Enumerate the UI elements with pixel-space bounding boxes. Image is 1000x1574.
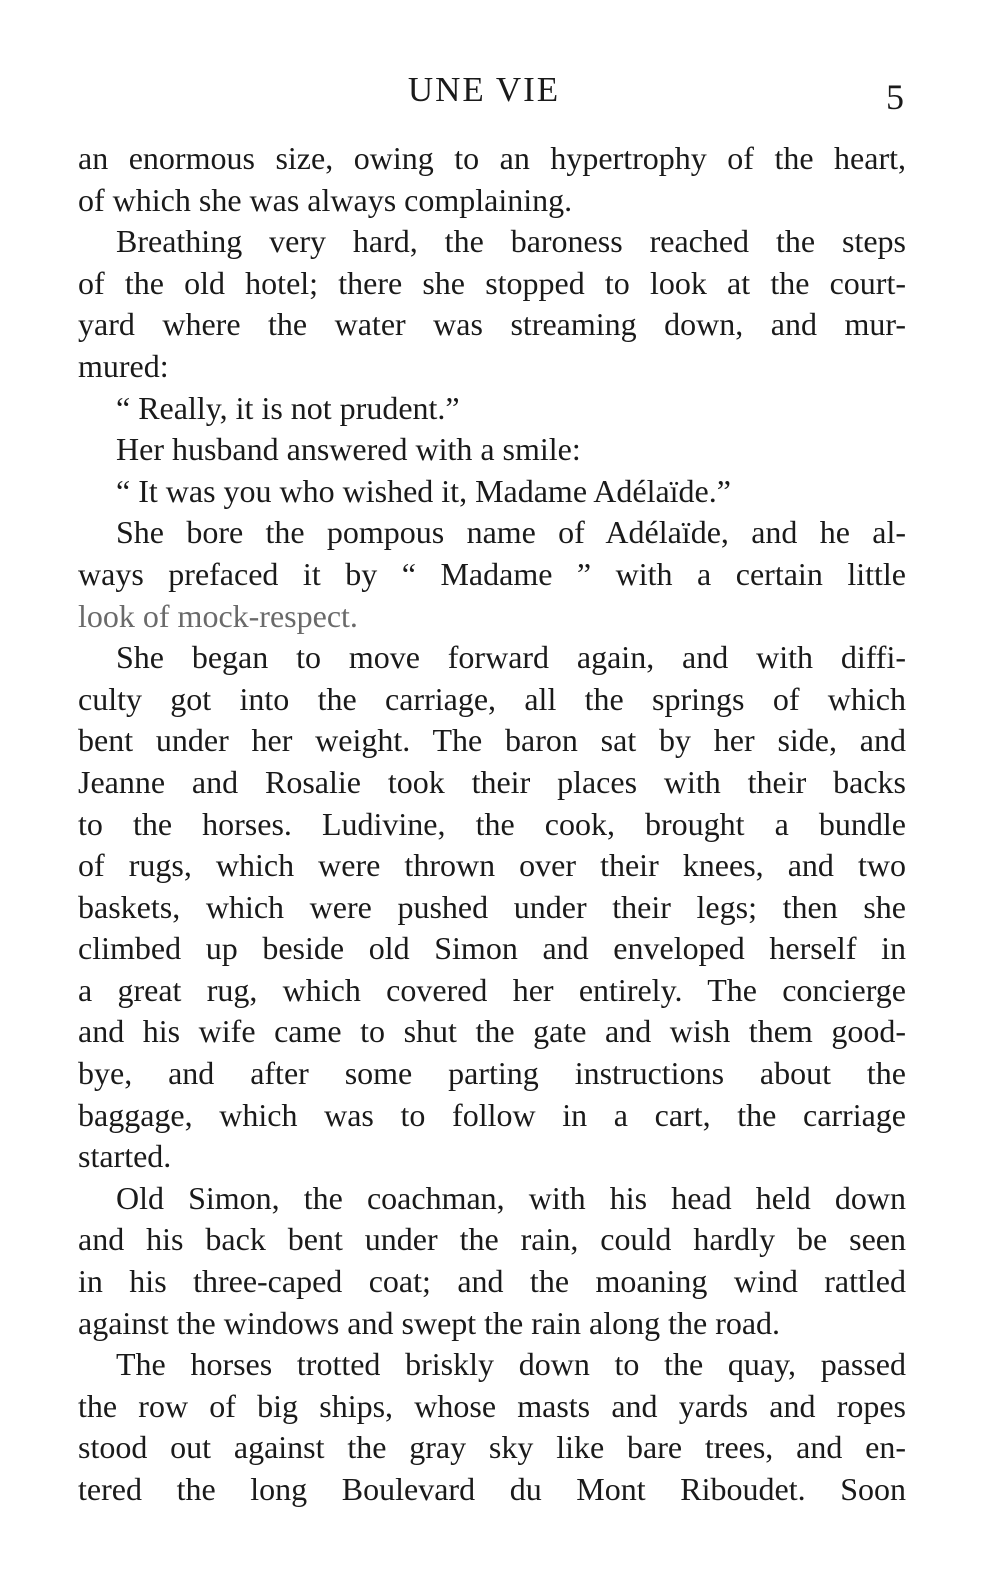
text-line: tered the long Boulevard du Mont Riboudet. Soon: [78, 1471, 906, 1507]
text-line: Jeanne and Rosalie took their places with their backs: [78, 763, 906, 800]
text-line: and his back bent under the rain, could hardly be seen: [78, 1221, 906, 1258]
text-line: of which she was always complaining.: [78, 181, 573, 218]
text-line: baggage, which was to follow in a cart, the carriage: [78, 1096, 906, 1133]
text-line: The horses trotted briskly down to the quay, passed: [116, 1346, 906, 1383]
text-line: started.: [78, 1138, 172, 1175]
text-line: an enormous size, owing to an hypertrophy of the heart,: [78, 140, 906, 176]
text-line: Breathing very hard, the baroness reached the steps: [116, 223, 906, 260]
text-line: yard where the water was streaming down, and mur-: [78, 306, 906, 343]
text-line: and his wife came to shut the gate and wish them good-: [78, 1013, 906, 1050]
text-line: baskets, which were pushed under their legs; then she: [78, 888, 906, 925]
text-line: climbed up beside old Simon and enveloped herself in: [78, 930, 906, 967]
text-line: Her husband answered with a smile:: [116, 431, 581, 468]
running-title: UNE VIE: [407, 70, 561, 109]
text-line: in his three-caped coat; and the moaning wind rattled: [78, 1263, 906, 1300]
text-line: bye, and after some parting instructions about the: [78, 1055, 906, 1092]
body-text: [78, 138, 906, 1511]
text-line: mured:: [78, 347, 169, 384]
text-line: against the windows and swept the rain along the road.: [78, 1304, 781, 1341]
text-line: culty got into the carriage, all the springs of which: [78, 680, 906, 717]
text-line: “ Really, it is not prudent.”: [116, 389, 460, 426]
text-line: Old Simon, the coachman, with his head held down: [116, 1179, 906, 1216]
text-line: the row of big ships, whose masts and yards and ropes: [78, 1387, 906, 1424]
text-line: “ It was you who wished it, Madame Adélaïde.”: [116, 472, 731, 509]
text-line: stood out against the gray sky like bare trees, and en-: [78, 1429, 906, 1466]
text-line: She began to move forward again, and with diffi-: [116, 639, 906, 676]
text-line: to the horses. Ludivine, the cook, brought a bundle: [78, 805, 906, 842]
text-line: ways prefaced it by “ Madame ” with a certain little: [78, 555, 906, 592]
text-line: of rugs, which were thrown over their knees, and two: [78, 847, 906, 884]
running-head: [0, 70, 1000, 118]
text-line: bent under her weight. The baron sat by her side, and: [78, 722, 906, 759]
text-line: of the old hotel; there she stopped to look at the court-: [78, 264, 906, 301]
page-number: 5: [886, 77, 904, 117]
text-line: a great rug, which covered her entirely. The concierge: [78, 971, 906, 1008]
text-line: look of mock-respect.: [78, 597, 358, 634]
text-line: She bore the pompous name of Adélaïde, and he al-: [116, 514, 906, 551]
